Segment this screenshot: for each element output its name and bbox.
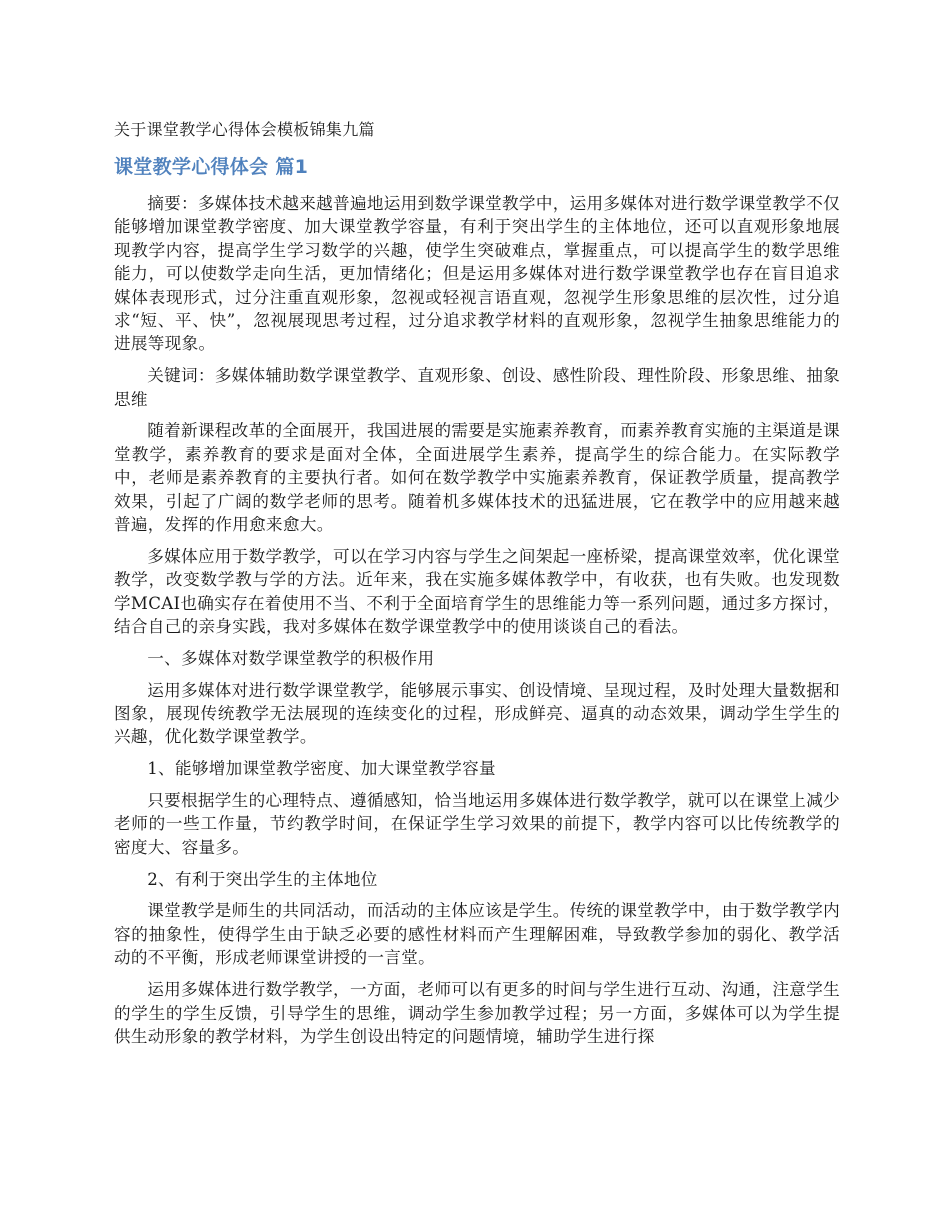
body-paragraph: 运用多媒体对进行数学课堂教学，能够展示事实、创设情境、呈现过程，及时处理大量数据和图象，展现传统教学无法展现的连续变化的过程，形成鲜亮、逼真的动态效果，调动学生学生的兴趣，优化数学课堂教学。 (114, 680, 840, 747)
subheading-paragraph: 1、能够增加课堂教学密度、加大课堂教学容量 (147, 759, 496, 779)
body-paragraph: 运用多媒体进行数学教学，一方面，老师可以有更多的时间与学生进行互动、沟通，注意学生的学生的学生反馈，引导学生的思维，调动学生参加教学过程；另一方面，多媒体可以为学生提供生动形象的教学材料，为学生创设出特定的问题情境，辅助学生进行探 (114, 980, 840, 1046)
body-paragraph: 多媒体应用于数学教学，可以在学习内容与学生之间架起一座桥梁，提高课堂效率，优化课堂教学，改变数学教与学的方法。近年来，我在实施多媒体教学中，有收获，也有失败。也发现数学MCAI也确实存在着使用不当、不利于全面培育学生的思维能力等一系列问题，通过多方探讨，结合自己的亲身实践，我对多媒体在数学课堂教学中的使用谈谈自己的看法。 (114, 546, 840, 637)
document-title: 关于课堂教学心得体会模板锦集九篇 (114, 120, 375, 139)
section-heading: 课堂教学心得体会 篇1 (114, 156, 309, 178)
body-paragraph: 只要根据学生的心理特点、遵循感知，恰当地运用多媒体进行数学教学，就可以在课堂上减少老师的一些工作量，节约教学时间，在保证学生学习效果的前提下，教学内容可以比传统教学的密度大、容量多。 (114, 791, 840, 857)
keywords-paragraph: 关键词：多媒体辅助数学课堂教学、直观形象、创设、感性阶段、理性阶段、形象思维、抽象思维 (114, 366, 840, 409)
body-paragraph: 课堂教学是师生的共同活动，而活动的主体应该是学生。传统的课堂教学中，由于数学教学内容的抽象性，使得学生由于缺乏必要的感性材料而产生理解困难，导致教学参加的弱化、教学活动的不平衡，形成老师课堂讲授的一言堂。 (114, 901, 840, 968)
abstract-paragraph: 摘要：多媒体技术越来越普遍地运用到数学课堂教学中，运用多媒体对进行数学课堂教学不仅能够增加课堂教学密度、加大课堂教学容量，有利于突出学生的主体地位，还可以直观形象地展现教学内容，提高学生学习数学的兴趣，使学生突破难点，掌握重点，可以提高学生的数学思维能力，可以使数学走向生活，更加情绪化；但是运用多媒体对进行数学课堂教学也存在盲目追求媒体表现形式，过分注重直观形象，忽视或轻视言语直观，忽视学生形象思维的层次性，过分追求“短、平、快”，忽视展现思考过程，过分追求教学材料的直观形象，忽视学生抽象思维能力的进展等现象。 (114, 194, 840, 354)
document-page (114, 118, 840, 1057)
body-paragraph: 随着新课程改革的全面展开，我国进展的需要是实施素养教育，而素养教育实施的主渠道是课堂教学，素养教育的要求是面对全体，全面进展学生素养，提高学生的综合能力。在实际教学中，老师是素养教育的主要执行者。如何在数学教学中实施素养教育，保证教学质量，提高教学效果，引起了广阔的数学老师的思考。随着机多媒体技术的迅猛进展，它在教学中的应用越来越普遍，发挥的作用愈来愈大。 (114, 421, 840, 535)
subheading-paragraph: 一、多媒体对数学课堂教学的积极作用 (147, 648, 435, 668)
subheading-paragraph: 2、有利于突出学生的主体地位 (147, 869, 378, 889)
